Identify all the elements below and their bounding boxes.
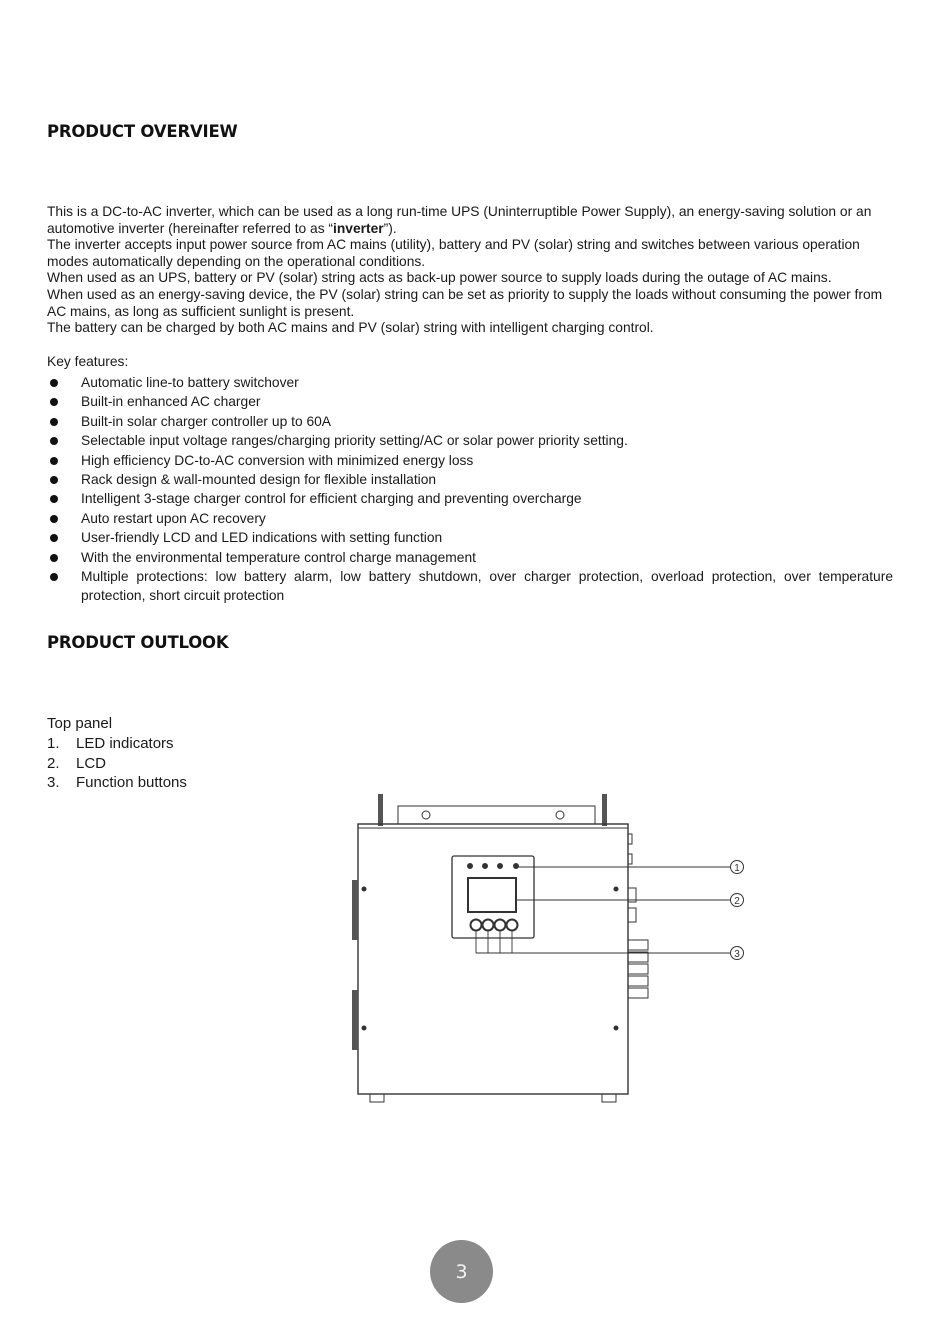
handle-left-upper [352,880,358,940]
list-item: Rack design & wall-mounted design for flexible installation [47,470,893,489]
svg-text:1: 1 [734,863,740,874]
list-label: LCD [76,754,107,772]
svg-text:2: 2 [734,896,740,907]
list-number: 3. [47,774,60,791]
list-number: 2. [47,754,60,772]
list-item: Selectable input voltage ranges/charging priority setting/AC or solar power priority setting. [47,431,893,450]
list-item [47,754,187,774]
list-item: Intelligent 3-stage charger control for efficient charging and preventing overcharge [47,489,893,508]
overview-paragraph-3: When used as an UPS, battery or PV (solar) string acts as back-up power source to supply loads during the outage of AC mains. [47,270,832,286]
callout-1 [731,861,744,875]
list-number: 1. [47,735,60,752]
bullet-icon [50,437,58,445]
list-item: Multiple protections: low battery alarm, low battery shutdown, over charger protection, overload protection, over temperature protection, short circuit protection [47,567,893,606]
bullet-icon [50,554,58,562]
mounting-bracket [398,806,595,824]
handle-left-lower [352,990,358,1050]
key-features-list [47,373,893,606]
foot-right [602,1094,616,1102]
antenna-left [378,794,383,826]
list-item [47,734,187,754]
list-item: User-friendly LCD and LED indications with setting function [47,528,893,547]
bullet-icon [50,379,58,387]
bullet-icon [50,573,58,581]
side-connectors [628,834,648,998]
overview-paragraph-5: The battery can be charged by both AC mains and PV (solar) string with intelligent charging control. [47,320,654,336]
section-heading-overview: PRODUCT OVERVIEW [47,122,238,141]
list-item [47,773,187,793]
top-panel-title: Top panel [47,715,113,732]
bullet-icon [50,457,58,465]
lcd-screen [468,878,516,912]
overview-text [47,204,893,337]
foot-left [370,1094,384,1102]
list-item: Auto restart upon AC recovery [47,509,893,528]
overview-paragraph-1: This is a DC-to-AC inverter, which can be used as a long run-time UPS (Uninterruptible Power Supply), an energy-saving solution or an automotive inverter (hereinafter referred to as “inverter”). [47,204,872,236]
led-indicators [468,864,519,869]
list-item: Built-in enhanced AC charger [47,392,893,411]
callout-2 [731,894,744,908]
list-item: Automatic line-to battery switchover [47,373,893,392]
bullet-icon [50,398,58,406]
list-item: Built-in solar charger controller up to 60A [47,412,893,431]
list-label: LED indicators [76,735,174,752]
callout-3 [731,947,744,961]
section-heading-outlook: PRODUCT OUTLOOK [47,633,229,652]
list-item: High efficiency DC-to-AC conversion with minimized energy loss [47,451,893,470]
callout-lines [476,867,730,953]
inverter-body [358,824,628,1094]
bullet-icon [50,534,58,542]
antenna-right [602,794,607,826]
page-number: 3 [430,1240,493,1303]
top-panel-list [47,734,187,793]
bullet-icon [50,515,58,523]
list-label: Function buttons [76,774,187,791]
bullet-icon [50,495,58,503]
overview-paragraph-4: When used as an energy-saving device, the PV (solar) string can be set as priority to supply the loads without consuming the power from AC mains, as long as sufficient sunlight is present. [47,286,883,319]
list-item: With the environmental temperature control charge management [47,548,893,567]
bullet-icon [50,476,58,484]
screw-holes [362,887,619,1031]
bullet-icon [50,418,58,426]
key-features-title: Key features: [47,354,129,369]
svg-text:3: 3 [734,949,740,960]
inverter-top-panel-diagram [340,790,760,1110]
overview-paragraph-2: The inverter accepts input power source from AC mains (utility), battery and PV (solar) string and switches between various operation modes automatically depending on the operational conditions. [47,237,860,269]
function-buttons [471,920,518,931]
